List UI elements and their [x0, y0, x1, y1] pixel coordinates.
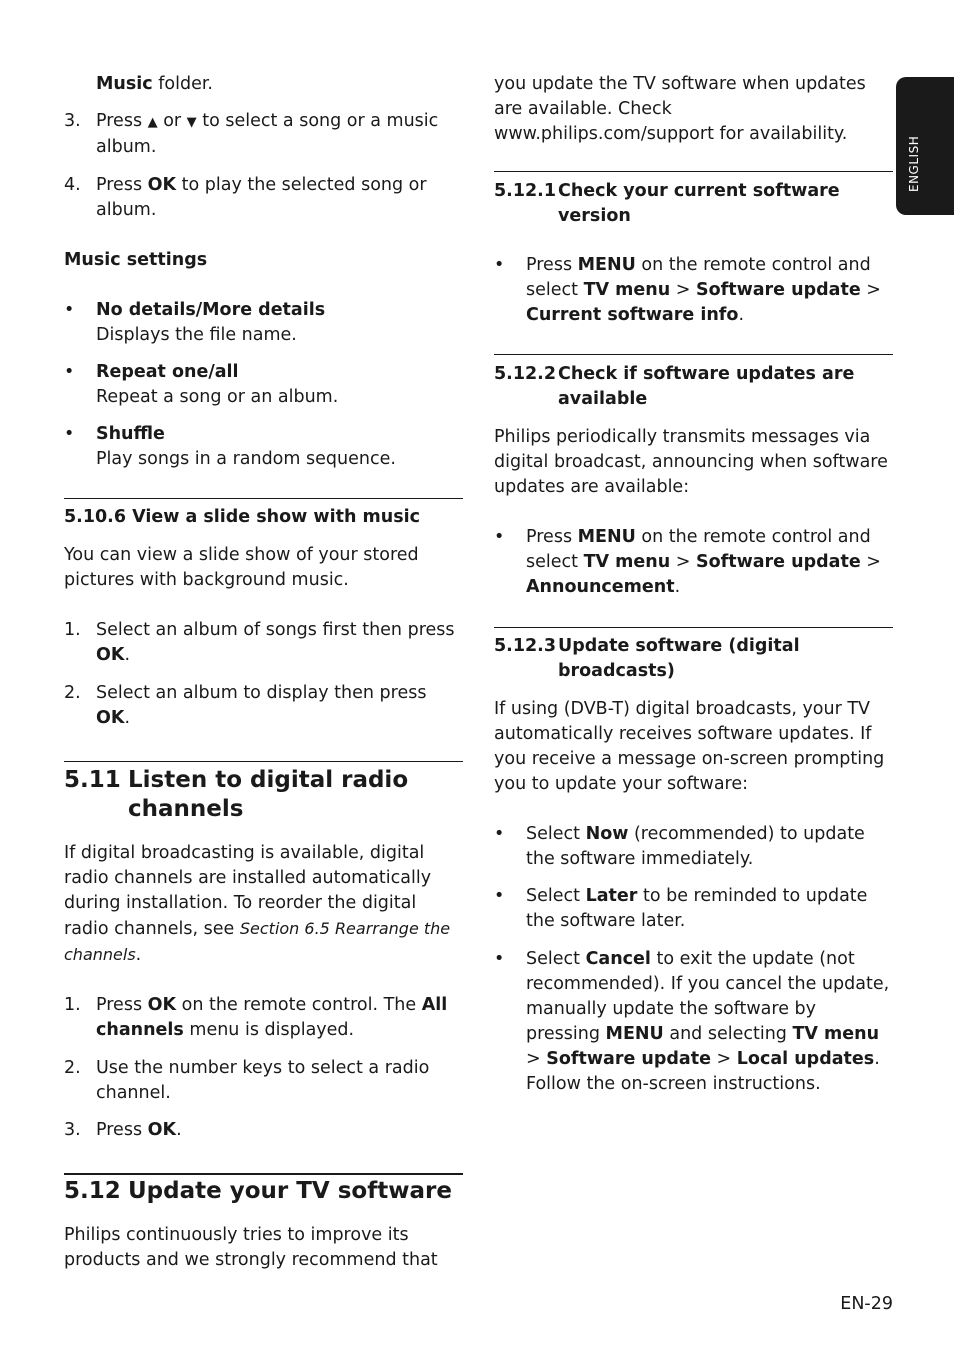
section-5122-text: Philips periodically transmits messages via digital broadcast, announcing when software updates are available: [494, 427, 888, 497]
announcement-bullet: • Press MENU on the remote control and select TV menu > Software update > Announcement. [494, 527, 881, 597]
setting-repeat: • Repeat one/all Repeat a song or an album. [64, 362, 339, 407]
setting-shuffle: • Shuffle Play songs in a random sequence. [64, 424, 396, 469]
slideshow-step-1: 1. Select an album of songs first then press OK. [64, 620, 455, 665]
radio-step-3: 3. Press OK. [64, 1120, 182, 1140]
right-column [494, 71, 893, 1097]
music-settings-heading: Music settings [64, 250, 208, 270]
section-5123-heading: 5.12.3 Update software (digital broadcasts) [494, 636, 800, 681]
divider [494, 354, 893, 355]
language-tab-label: ENGLISH [907, 135, 921, 192]
update-later-bullet: • Select Later to be reminded to update the software later. [494, 886, 868, 931]
left-column [64, 71, 463, 1273]
section-reference: Section 6.5 Rearrange the channels [64, 919, 451, 964]
divider [64, 761, 463, 762]
radio-step-2: 2. Use the number keys to select a radio channel. [64, 1058, 430, 1103]
step-3: 3. Press ▲ or ▼ to select a song or a music album. [64, 111, 439, 157]
divider [494, 171, 893, 172]
update-now-bullet: • Select Now (recommended) to update the software immediately. [494, 824, 865, 869]
divider [64, 498, 463, 499]
section-511-text: If digital broadcasting is available, digital radio channels are installed automatically during installation. To reorder the digital radio channels, see Section 6.5 Rearrange the channels. [64, 843, 451, 965]
step-4: 4. Press OK to play the selected song or album. [64, 175, 427, 220]
up-arrow-icon: ▲ [147, 115, 158, 130]
section-512-text: Philips continuously tries to improve its products and we strongly recommend that [64, 1225, 438, 1270]
setting-details: • No details/More details Displays the file name. [64, 300, 326, 345]
radio-step-1: 1. Press OK on the remote control. The All channels menu is displayed. [64, 995, 448, 1040]
continued-step: Music folder. [96, 74, 213, 94]
section-5106-heading: 5.10.6 View a slide show with music [64, 507, 420, 527]
continued-text: you update the TV software when updates are available. Check www.philips.com/support for availability. [494, 74, 866, 144]
down-arrow-icon: ▼ [186, 115, 197, 130]
check-version-bullet: • Press MENU on the remote control and select TV menu > Software update > Current software info. [494, 255, 881, 325]
section-512-heading: 5.12 Update your TV software [64, 1178, 452, 1204]
section-511-heading: 5.11 Listen to digital radio channels [64, 767, 409, 822]
update-cancel-bullet: • Select Cancel to exit the update (not recommended). If you cancel the update, manually update the software by pressing MENU and selecting TV menu > Software update > Local updates. Follow the on-screen instructions. [494, 949, 890, 1094]
page-number: EN-29 [840, 1294, 893, 1314]
section-5106-intro: You can view a slide show of your stored pictures with background music. [64, 545, 419, 590]
slideshow-step-2: 2. Select an album to display then press OK. [64, 683, 427, 728]
divider [494, 627, 893, 628]
section-5123-text: If using (DVB-T) digital broadcasts, your TV automatically receives software updates. If you receive a message on-screen prompting you to update your software: [494, 699, 885, 794]
language-tab [896, 77, 954, 215]
divider [64, 1173, 463, 1175]
section-5121-heading: 5.12.1 Check your current software version [494, 181, 840, 226]
section-5122-heading: 5.12.2 Check if software updates are available [494, 364, 855, 409]
